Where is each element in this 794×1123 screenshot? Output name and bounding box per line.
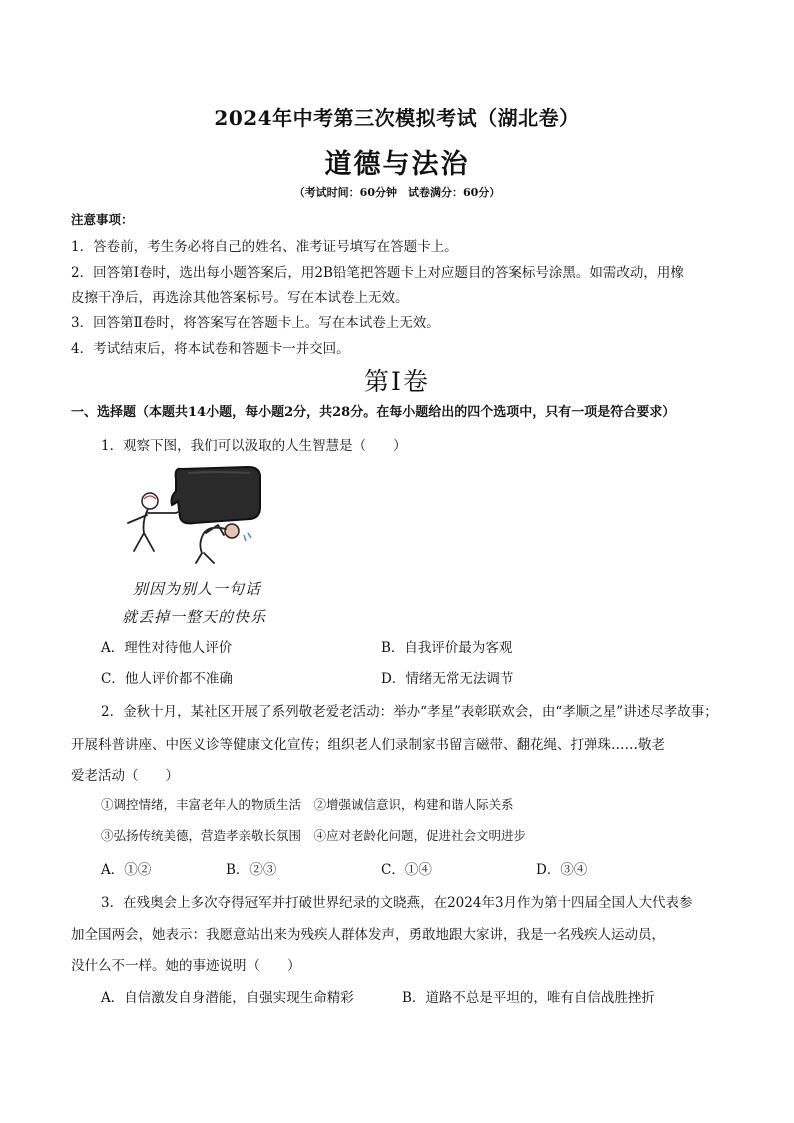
- exam-title: 2024年中考第三次模拟考试（湖北卷）: [214, 106, 580, 130]
- notice-item: 3．回答第Ⅱ卷时，将答案写在答题卡上。写在本试卷上无效。: [71, 315, 440, 331]
- option-d[interactable]: D．情绪无常无法调节: [381, 671, 514, 687]
- notice-item: 2．回答第Ⅰ卷时，选出每小题答案后，用2B铅笔把答题卡上对应题目的答案标号涂黑。如需改动，用橡: [71, 265, 684, 281]
- notice-item: 1．答卷前，考生务必将自己的姓名、准考证号填写在答题卡上。: [71, 239, 458, 255]
- question-3-stem: 3．在残奥会上多次夺得冠军并打破世界纪录的文晓燕，在2024年3月作为第十四届全国人大代表参: [101, 895, 693, 911]
- option-a[interactable]: A．自信激发自身潜能，自强实现生命精彩: [101, 990, 354, 1006]
- speech-bubble-shape: [172, 467, 261, 523]
- question-2-statement: ①调控情绪，丰富老年人的物质生活 ②增强诚信意识，构建和谐人际关系: [101, 797, 514, 812]
- notice-item-continued: 皮擦干净后，再选涂其他答案标号。写在本试卷上无效。: [71, 290, 409, 306]
- question-3-stem-continued: 没什么不一样。她的事迹说明（ ）: [71, 958, 301, 974]
- option-c[interactable]: C．①④: [381, 862, 432, 878]
- cartoon-figure: [114, 463, 274, 573]
- part-title: 第Ⅰ卷: [364, 367, 430, 396]
- question-2-stem-continued: 开展科普讲座、中医义诊等健康文化宣传；组织老人们录制家书留言磁带、翻花绳、打弹珠……敬老: [71, 737, 665, 753]
- question-1-illustration: [114, 463, 274, 628]
- subject-title: 道德与法治: [324, 149, 470, 180]
- option-d[interactable]: D．③④: [536, 862, 588, 878]
- option-b[interactable]: B．②③: [226, 862, 277, 878]
- exam-time-info: （考试时间：60分钟 试卷满分：60分）: [293, 186, 501, 199]
- option-c[interactable]: C．他人评价都不准确: [101, 671, 233, 687]
- question-3-stem-continued: 加全国两会，她表示：我愿意站出来为残疾人群体发声，勇敢地跟大家讲，我是一名残疾人运动员，: [71, 927, 665, 943]
- illustration-caption-line: 别因为别人一句话: [133, 580, 262, 598]
- option-a[interactable]: A．①②: [101, 862, 152, 878]
- person-head: [225, 524, 239, 538]
- question-1-stem: 1．观察下图，我们可以汲取的人生智慧是（ ）: [101, 438, 407, 454]
- notice-item: 4．考试结束后，将本试卷和答题卡一并交回。: [71, 341, 350, 357]
- option-b[interactable]: B．自我评价最为客观: [381, 640, 513, 656]
- option-a[interactable]: A．理性对待他人评价: [101, 640, 233, 656]
- section-heading: 一、选择题（本题共14小题，每小题2分，共28分。在每小题给出的四个选项中，只有一项是符合要求）: [71, 405, 676, 420]
- notice-heading: 注意事项：: [71, 212, 134, 227]
- option-b[interactable]: B．道路不总是平坦的，唯有自信战胜挫折: [402, 990, 655, 1006]
- question-2-stem: 2．金秋十月，某社区开展了系列敬老爱老活动：举办“孝星”表彰联欢会，由“孝顺之星”讲述尽孝故事；: [101, 704, 718, 720]
- illustration-caption-line: 就丢掉一整天的快乐: [122, 608, 267, 626]
- question-2-stem-continued: 爱老活动（ ）: [71, 768, 179, 784]
- question-2-statement: ③弘扬传统美德，营造孝亲敬长氛围 ④应对老龄化问题，促进社会文明进步: [101, 828, 527, 843]
